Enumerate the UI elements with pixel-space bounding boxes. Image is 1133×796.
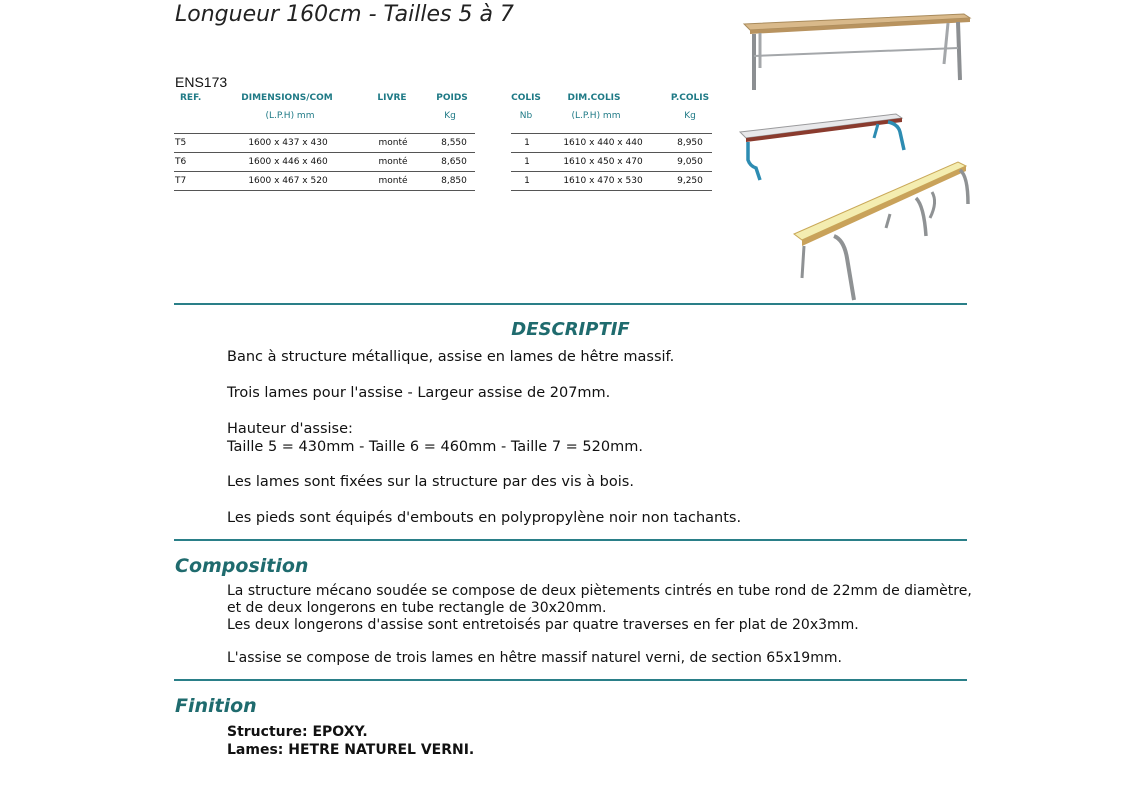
descriptif-line: Trois lames pour l'assise - Largeur assise de 207mm. <box>227 385 611 401</box>
cell-ref: T5 <box>175 138 187 148</box>
cell-p-colis: 9,050 <box>677 157 703 167</box>
cell-dimensions: 1600 x 437 x 430 <box>248 138 328 148</box>
cell-ref: T6 <box>175 157 187 167</box>
header-dim-colis: DIM.COLIS <box>567 93 621 103</box>
subheader-colis: Nb <box>519 111 533 121</box>
cell-dim-colis: 1610 x 450 x 470 <box>563 157 643 167</box>
descriptif-line: Les lames sont fixées sur la structure par des vis à bois. <box>227 474 634 490</box>
table-divider <box>511 152 712 153</box>
cell-colis: 1 <box>524 138 530 148</box>
table-divider <box>174 190 475 191</box>
cell-dimensions: 1600 x 446 x 460 <box>248 157 328 167</box>
cell-dim-colis: 1610 x 440 x 440 <box>563 138 643 148</box>
table-divider <box>511 133 712 134</box>
composition-line: Les deux longerons d'assise sont entretoisés par quatre traverses en fer plat de 20x3mm. <box>227 617 859 633</box>
composition-line: L'assise se compose de trois lames en hêtre massif naturel verni, de section 65x19mm. <box>227 650 842 666</box>
subheader-dimensions: (L.P.H) mm <box>265 111 315 121</box>
subheader-p-colis: Kg <box>684 111 696 121</box>
table-divider <box>511 171 712 172</box>
header-ref: REF. <box>180 93 202 103</box>
composition-line: La structure mécano soudée se compose de deux piètements cintrés en tube rond de 22mm de diamètre, <box>227 583 972 599</box>
cell-colis: 1 <box>524 176 530 186</box>
composition-line: et de deux longerons en tube rectangle de 30x20mm. <box>227 600 607 616</box>
descriptif-line: Taille 5 = 430mm - Taille 6 = 460mm - Taille 7 = 520mm. <box>227 439 643 455</box>
section-divider <box>174 303 967 305</box>
bench-wood-image <box>738 6 974 92</box>
header-dimensions: DIMENSIONS/COM <box>241 93 333 103</box>
subheader-dim-colis: (L.P.H) mm <box>571 111 621 121</box>
cell-p-colis: 9,250 <box>677 176 703 186</box>
cell-dimensions: 1600 x 467 x 520 <box>248 176 328 186</box>
bench-yellow-image <box>792 158 972 304</box>
cell-poids: 8,850 <box>441 176 467 186</box>
finition-heading: Finition <box>175 695 257 717</box>
descriptif-line: Banc à structure métallique, assise en lames de hêtre massif. <box>227 349 675 365</box>
finition-line: Structure: EPOXY. <box>227 724 368 740</box>
cell-livre: monté <box>378 138 408 148</box>
table-divider <box>174 171 475 172</box>
header-p-colis: P.COLIS <box>670 93 710 103</box>
cell-livre: monté <box>378 176 408 186</box>
page-title: Longueur 160cm - Tailles 5 à 7 <box>175 2 514 27</box>
cell-colis: 1 <box>524 157 530 167</box>
cell-poids: 8,650 <box>441 157 467 167</box>
table-divider <box>511 190 712 191</box>
cell-ref: T7 <box>175 176 187 186</box>
header-colis: COLIS <box>511 93 541 103</box>
header-poids: POIDS <box>436 93 468 103</box>
descriptif-heading: DESCRIPTIF <box>511 319 630 340</box>
cell-livre: monté <box>378 157 408 167</box>
descriptif-line: Hauteur d'assise: <box>227 421 353 437</box>
cell-poids: 8,550 <box>441 138 467 148</box>
finition-line: Lames: HETRE NATUREL VERNI. <box>227 742 475 758</box>
subheader-poids: Kg <box>444 111 456 121</box>
product-code: ENS173 <box>175 74 228 90</box>
cell-p-colis: 8,950 <box>677 138 703 148</box>
header-livre: LIVRE <box>377 93 407 103</box>
descriptif-line: Les pieds sont équipés d'embouts en polypropylène noir non tachants. <box>227 510 742 526</box>
cell-dim-colis: 1610 x 470 x 530 <box>563 176 643 186</box>
composition-heading: Composition <box>175 555 309 577</box>
table-divider <box>174 133 475 134</box>
section-divider <box>174 679 967 681</box>
section-divider <box>174 539 967 541</box>
table-divider <box>174 152 475 153</box>
